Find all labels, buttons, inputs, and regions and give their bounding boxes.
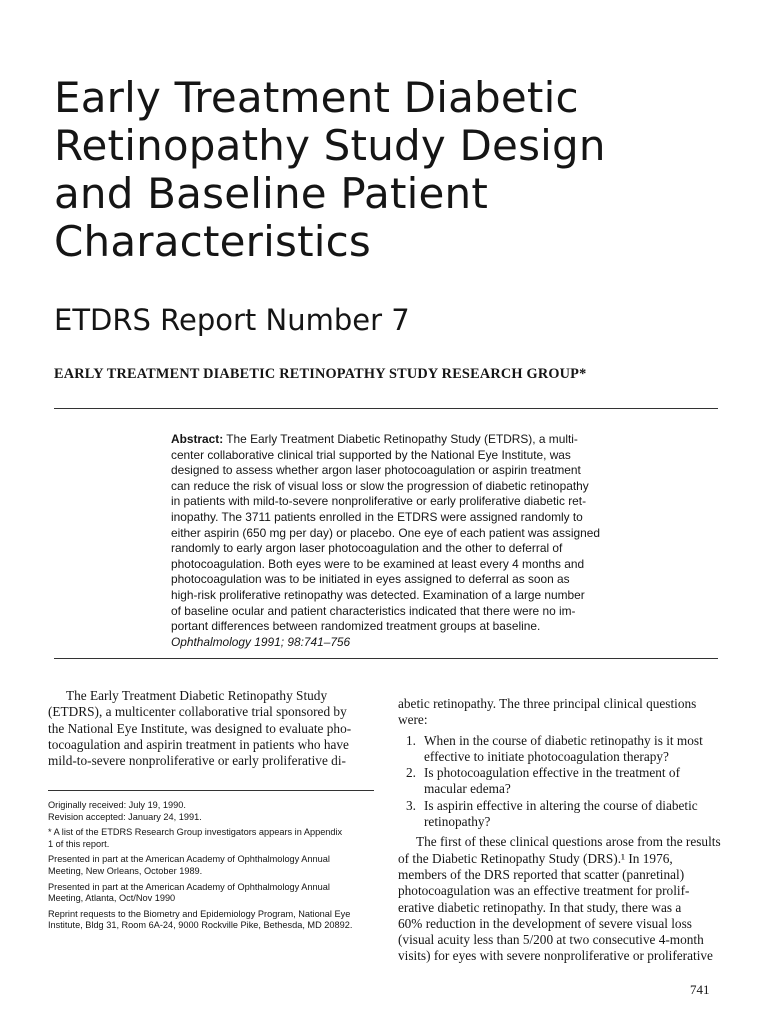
abstract-citation: Ophthalmology 1991; 98:741–756 [171,634,351,649]
body-line: abetic retinopathy. The three principal clinical questions [398,696,697,711]
title-line: Retinopathy Study Design [54,121,606,170]
abstract-line: either aspirin (650 mg per day) or placebo. One eye of each patient was assigned [171,525,600,540]
abstract-line: photocoagulation. Both eyes were to be examined at least every 4 months and [171,556,585,571]
title-line: and Baseline Patient [54,169,489,218]
footnote-presented-1989: Presented in part at the American Academy of Ophthalmology Annual Meeting, New Orleans, October 1989. [48,854,330,876]
abstract-line: inopathy. The 3711 patients enrolled in the ETDRS were assigned randomly to [171,509,583,524]
list-item: 3. Is aspirin effective in altering the course of diabetic retinopathy? [406,797,698,830]
body-line: of the Diabetic Retinopathy Study (DRS).¹ In 1976, [398,850,673,866]
left-column-body [48,688,374,769]
body-line: erative diabetic retinopathy. In that study, there was a [398,899,682,915]
report-subtitle: ETDRS Report Number 7 [54,303,410,337]
abstract-text: The Early Treatment Diabetic Retinopathy Study (ETDRS), a multi- [226,432,578,446]
body-line: the National Eye Institute, was designed to evaluate pho- [48,720,352,736]
body-line: photocoagulation was an effective treatment for prolif- [398,883,690,899]
author-group: EARLY TREATMENT DIABETIC RETINOPATHY STUDY RESEARCH GROUP* [54,366,587,382]
body-line: (visual acuity less than 5/200 at two consecutive 4-month [398,932,704,948]
abstract-line: of baseline ocular and patient characteristics indicated that there were no im- [171,603,576,618]
list-item: 1. When in the course of diabetic retinopathy is it most effective to initiate photocoagulation therapy? [406,732,703,764]
list-number: 3. [406,797,416,813]
body-line: The first of these clinical questions arose from the results [416,834,721,850]
abstract-line: high-risk proliferative retinopathy was detected. Examination of a large number [171,587,585,602]
abstract-line: photocoagulation was to be initiated in eyes assigned to deferral as soon as [171,572,570,587]
list-item: 2. Is photocoagulation effective in the treatment of macular edema? [406,765,680,797]
abstract-label: Abstract: [171,432,224,446]
body-line: mild-to-severe nonproliferative or early proliferative di- [48,753,346,769]
abstract-line [171,432,616,448]
article-title [54,74,734,266]
abstract-line: can reduce the risk of visual loss or slow the progression of diabetic retinopathy [171,478,589,493]
footnote-reprints: Reprint requests to the Biometry and Epidemiology Program, National Eye Institute, Bldg 31, Room 6A-24, 9000 Rockville Pike, Bethesda, MD 20892. [48,908,353,931]
list-number: 2. [406,765,416,781]
footnote-dates: Originally received: July 19, 1990. Revision accepted: January 24, 1991. [48,800,202,822]
clinical-questions-list [398,733,718,831]
abstract-line: center collaborative clinical trial supported by the National Eye Institute, was [171,447,571,462]
body-line: were: [398,712,428,728]
title-line: Characteristics [54,217,372,266]
footnotes [48,800,378,936]
footnote-divider [48,790,374,791]
divider-top [54,408,718,409]
body-line: members of the DRS reported that scatter (panretinal) [398,866,685,882]
abstract-block [171,432,616,650]
body-line: (ETDRS), a multicenter collaborative trial sponsored by [48,704,347,720]
title-line: Early Treatment Diabetic [54,73,579,122]
paragraph-drs [398,834,721,964]
body-line: tocoagulation and aspirin treatment in patients who have [48,736,349,752]
footnote-appendix: * A list of the ETDRS Research Group investigators appears in Appendix 1 of this report. [48,827,343,849]
list-number: 1. [406,732,416,748]
abstract-line: randomly to early argon laser photocoagulation and the other to deferral of [171,541,563,556]
right-column-body [398,696,721,965]
divider-bottom [54,658,718,659]
body-line: visits) for eyes with severe nonproliferative or proliferative [398,948,713,964]
page-number: 741 [690,982,710,997]
abstract-line: portant differences between randomized treatment groups at baseline. [171,619,541,634]
abstract-line: in patients with mild-to-severe nonproliferative or early proliferative diabetic ret- [171,494,587,509]
footnote-presented-1990: Presented in part at the American Academy of Ophthalmology Annual Meeting, Atlanta, Oct/Nov 1990 [48,881,330,904]
body-line: 60% reduction in the development of severe visual loss [398,915,692,931]
abstract-line: designed to assess whether argon laser photocoagulation or aspirin treatment [171,463,581,478]
body-line: The Early Treatment Diabetic Retinopathy Study [66,688,328,703]
